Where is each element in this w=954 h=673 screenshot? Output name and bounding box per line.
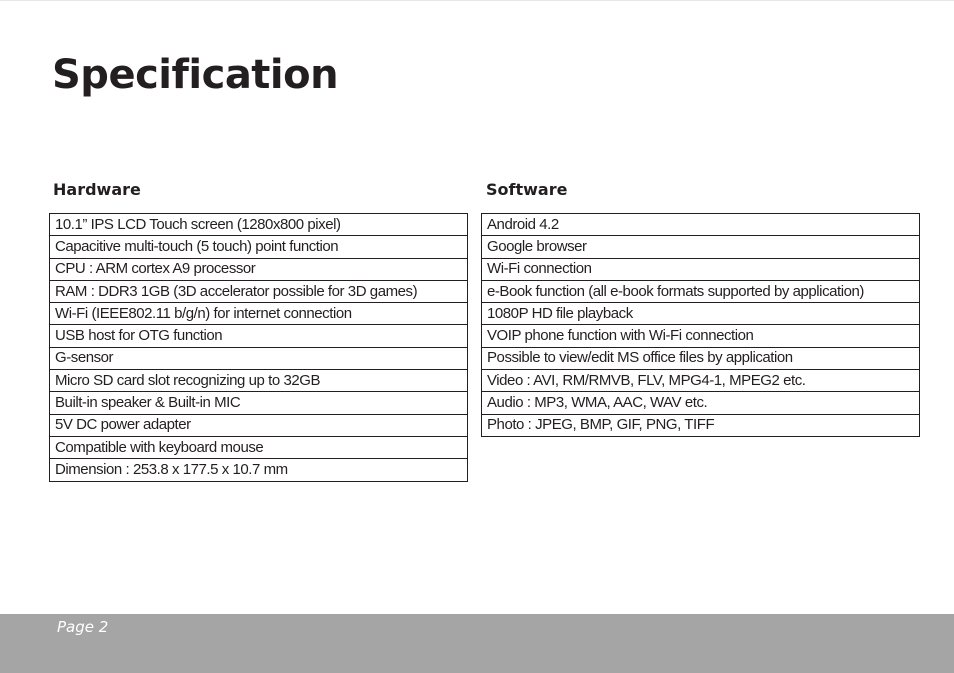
software-spec-cell: e-Book function (all e-book formats supported by application) <box>482 280 920 302</box>
software-spec-cell: Audio : MP3, WMA, AAC, WAV etc. <box>482 392 920 414</box>
table-row <box>50 459 468 481</box>
software-spec-cell: Android 4.2 <box>482 214 920 236</box>
software-spec-table <box>481 213 920 437</box>
hardware-spec-cell: Micro SD card slot recognizing up to 32GB <box>50 370 468 392</box>
table-row <box>50 414 468 436</box>
software-spec-cell: Video : AVI, RM/RMVB, FLV, MPG4-1, MPEG2 etc. <box>482 370 920 392</box>
hardware-spec-cell: USB host for OTG function <box>50 325 468 347</box>
software-spec-cell: Google browser <box>482 236 920 258</box>
table-row <box>50 392 468 414</box>
hardware-section-title: Hardware <box>53 180 141 199</box>
table-row <box>50 347 468 369</box>
hardware-spec-cell: Dimension : 253.8 x 177.5 x 10.7 mm <box>50 459 468 481</box>
table-row <box>482 214 920 236</box>
hardware-spec-cell: Built-in speaker & Built-in MIC <box>50 392 468 414</box>
table-row <box>50 236 468 258</box>
footer-bar <box>0 614 954 673</box>
software-spec-cell: Possible to view/edit MS office files by application <box>482 347 920 369</box>
software-section-title: Software <box>486 180 568 199</box>
hardware-spec-table <box>49 213 468 482</box>
table-row <box>482 392 920 414</box>
table-row <box>50 214 468 236</box>
table-row <box>482 325 920 347</box>
software-spec-cell: VOIP phone function with Wi-Fi connection <box>482 325 920 347</box>
hardware-spec-cell: G-sensor <box>50 347 468 369</box>
table-row <box>50 303 468 325</box>
table-row <box>482 347 920 369</box>
hardware-spec-cell: 10.1” IPS LCD Touch screen (1280x800 pixel) <box>50 214 468 236</box>
table-row <box>482 258 920 280</box>
hardware-spec-cell: Wi-Fi (IEEE802.11 b/g/n) for internet connection <box>50 303 468 325</box>
table-row <box>50 325 468 347</box>
table-row <box>50 280 468 302</box>
page-title: Specification <box>52 52 339 98</box>
table-row <box>50 370 468 392</box>
hardware-spec-cell: RAM : DDR3 1GB (3D accelerator possible for 3D games) <box>50 280 468 302</box>
hardware-spec-cell: Capacitive multi-touch (5 touch) point function <box>50 236 468 258</box>
page-number: Page 2 <box>57 618 109 636</box>
table-row <box>482 414 920 436</box>
table-row <box>482 370 920 392</box>
hardware-spec-cell: 5V DC power adapter <box>50 414 468 436</box>
table-row <box>482 280 920 302</box>
software-spec-cell: 1080P HD file playback <box>482 303 920 325</box>
table-row <box>50 258 468 280</box>
table-row <box>50 436 468 458</box>
software-spec-cell: Photo : JPEG, BMP, GIF, PNG, TIFF <box>482 414 920 436</box>
table-row <box>482 303 920 325</box>
top-divider <box>0 0 954 1</box>
table-row <box>482 236 920 258</box>
hardware-spec-cell: CPU : ARM cortex A9 processor <box>50 258 468 280</box>
hardware-spec-cell: Compatible with keyboard mouse <box>50 436 468 458</box>
software-spec-cell: Wi-Fi connection <box>482 258 920 280</box>
